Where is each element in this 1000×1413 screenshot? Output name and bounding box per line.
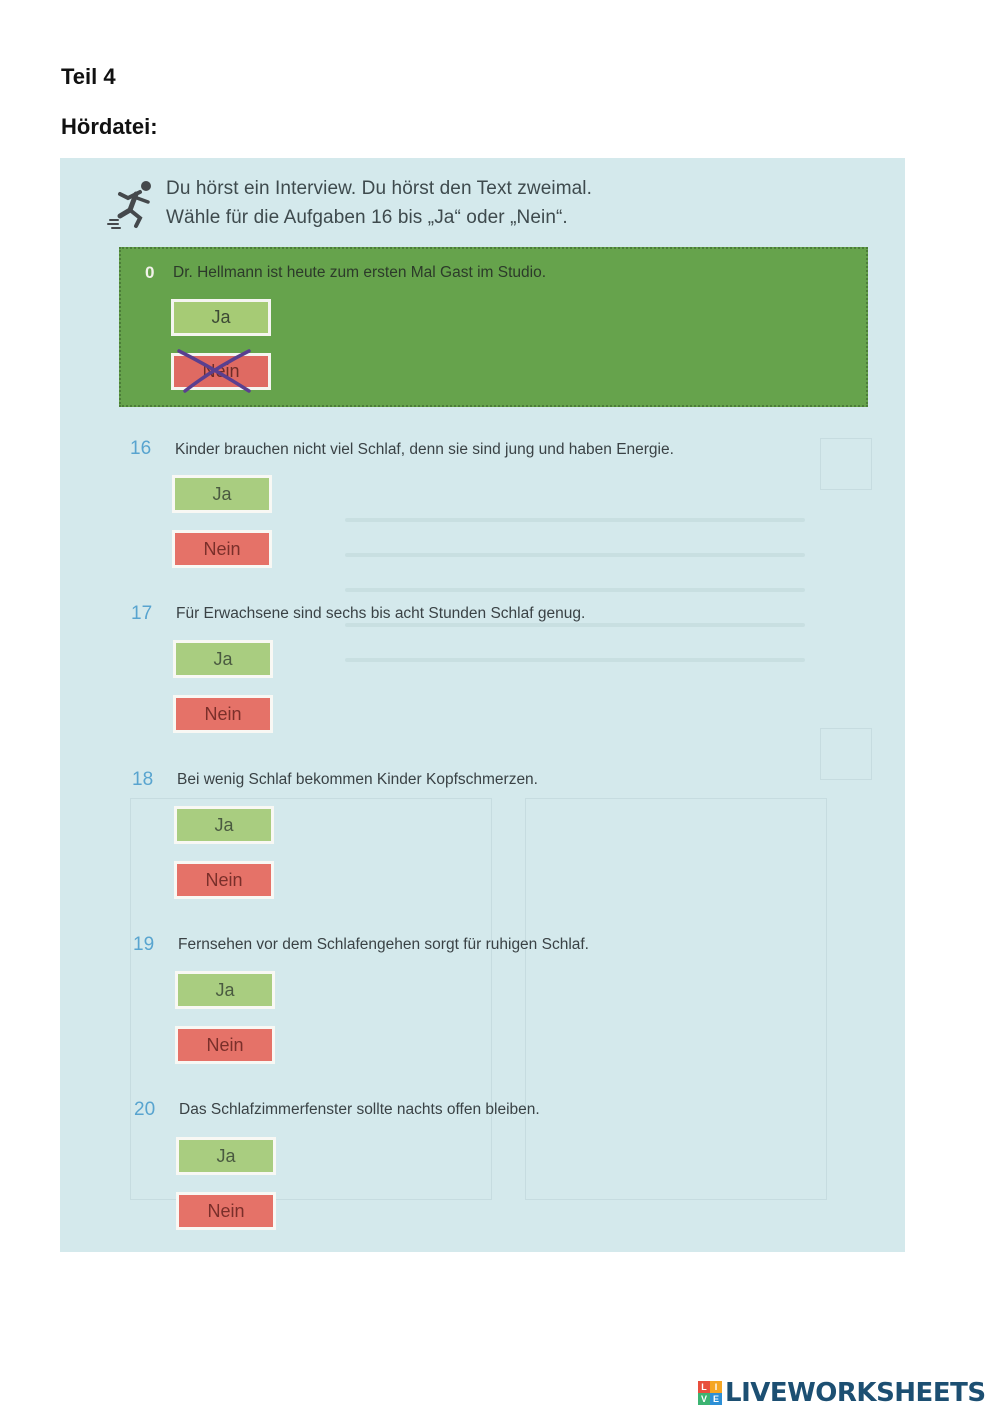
item-19-nein-button[interactable]: Nein (175, 1026, 275, 1064)
item-number: 20 (134, 1099, 156, 1120)
item-19-ja-button[interactable]: Ja (175, 971, 275, 1009)
item-17-nein-button[interactable]: Nein (173, 695, 273, 733)
runner-icon (106, 178, 158, 230)
part-title: Teil 4 (61, 64, 116, 89)
item-statement: Kinder brauchen nicht viel Schlaf, denn sie sind jung und haben Energie. (175, 441, 674, 458)
logo-letter: I (710, 1381, 722, 1393)
example-ja-option: Ja (171, 299, 271, 336)
liveworksheets-logo (698, 1378, 986, 1408)
logo-letter: E (710, 1393, 722, 1405)
item-20-ja-button[interactable]: Ja (176, 1137, 276, 1175)
item-statement: Für Erwachsene sind sechs bis acht Stunden Schlaf genug. (176, 605, 586, 622)
cross-mark-icon (171, 347, 255, 393)
item-16-ja-button[interactable]: Ja (172, 475, 272, 513)
liveworksheets-logo-text: LIVEWORKSHEETS (725, 1378, 986, 1408)
item-18-ja-button[interactable]: Ja (174, 806, 274, 844)
item-17-ja-button[interactable]: Ja (173, 640, 273, 678)
audio-file-label: Hördatei: (61, 114, 158, 139)
example-box (119, 247, 868, 407)
item-18-nein-button[interactable]: Nein (174, 861, 274, 899)
worksheet-panel (60, 158, 905, 1252)
example-number: 0 (145, 263, 155, 282)
liveworksheets-logo-icon (698, 1381, 722, 1405)
instruction-line-2: Wähle für die Aufgaben 16 bis „Ja“ oder „Nein“. (166, 207, 568, 228)
item-16-nein-button[interactable]: Nein (172, 530, 272, 568)
item-20-nein-button[interactable]: Nein (176, 1192, 276, 1230)
item-number: 16 (130, 438, 152, 459)
item-number: 18 (132, 769, 154, 790)
item-statement: Bei wenig Schlaf bekommen Kinder Kopfschmerzen. (177, 771, 538, 788)
example-nein-option: Nein (171, 353, 271, 390)
item-number: 19 (133, 934, 155, 955)
item-statement: Das Schlafzimmerfenster sollte nachts offen bleiben. (179, 1101, 540, 1118)
item-number: 17 (131, 603, 153, 624)
instruction-line-1: Du hörst ein Interview. Du hörst den Text zweimal. (166, 178, 593, 199)
logo-letter: V (698, 1393, 710, 1405)
example-statement: Dr. Hellmann ist heute zum ersten Mal Gast im Studio. (173, 264, 547, 281)
logo-letter: L (698, 1381, 710, 1393)
item-statement: Fernsehen vor dem Schlafengehen sorgt für ruhigen Schlaf. (178, 936, 589, 953)
